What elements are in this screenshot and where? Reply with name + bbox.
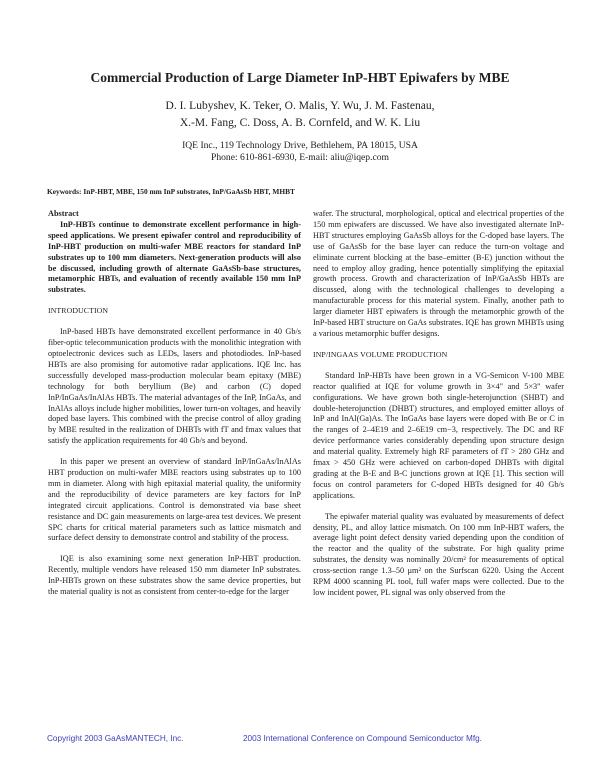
paragraph: IQE is also examining some next generation InP-HBT production. Recently, multiple vendors have released 150 mm diameter InP substrates. InP-HBTs grown on these substrates show the same device properties, but the material quality is not as consistent from center-to-edge for the larger	[48, 554, 301, 597]
keywords: Keywords: InP-HBT, MBE, 150 mm InP substrates, InP/GaAsSb HBT, MHBT	[47, 187, 295, 196]
affiliation-address: IQE Inc., 119 Technology Drive, Bethlehem, PA 18015, USA	[182, 140, 418, 151]
paragraph: InP-based HBTs have demonstrated excellent performance in 40 Gb/s fiber-optic telecommunication products with the monolithic integration with optoelectronic devices such as LEDs, lasers and photodiodes. InP-based HBTs are also promising for automotive radar applications. IQE Inc. has successfully developed mass-production molecular beam epitaxy (MBE) technology for both beryllium (Be) and carbon (C) doped InP/InGaAs/InAlAs HBTs. The material advantages of the InP, InGaAs, and InAlAs alloys include higher mobilities, lower turn-on voltages, and heavily doped base layers. This combined with the precise control of alloy grading by MBE resulted in the realization of DHBTs with fT and fmax values that satisfy the application requirements for 40 Gb/s and beyond.	[48, 327, 301, 446]
footer-copyright: Copyright 2003 GaAsMANTECH, Inc.	[47, 734, 184, 743]
paper-title: Commercial Production of Large Diameter InP-HBT Epiwafers by MBE	[90, 70, 510, 85]
author-line: X.-M. Fang, C. Doss, A. B. Cornfeld, and W. K. Liu	[179, 117, 421, 129]
paragraph: The epiwafer material quality was evaluated by measurements of defect density, PL, and alloy lattice mismatch. On 100 mm InP-HBT wafers, the average light point defect density varied depending upon the condition of the reactor and the quality of the substrate. For high quality prime substrates, the density was nominally 20/cm² for measurements of optical cross-section range 1.3–50 μm² on the Surfscan 6220. Using the Accent RPM 4000 scanning PL tool, full wafer maps were collected. Due to the low incident power, PL signal was only observed from the	[313, 511, 564, 597]
paragraph: wafer. The structural, morphological, optical and electrical properties of the 150 mm epiwafers are discussed. We have also investigated alternate InP-HBT structures employing GaAsSb alloys for the C-doped base layers. The use of GaAsSb for the base layer can reduce the turn-on voltage and eliminate current blocking at the base–emitter (B-E) junction without the need to employ alloy grading, hence potentially simplifying the epitaxial growth process. Growth and characterization of InP/GaAsSb HBTs are discussed, along with the technological challenges to developing a manufacturable process for this material system. Finally, another path to larger diameter HBT epiwafers is through the metamorphic growth of the InP-based HBT structure on GaAs substrates. IQE has grown MHBTs using a various metamorphic buffer designs.	[313, 209, 564, 338]
right-column	[313, 209, 564, 599]
author-line: D. I. Lubyshev, K. Teker, O. Malis, Y. Wu, J. M. Fastenau,	[165, 100, 435, 112]
left-column	[48, 209, 301, 598]
author-list	[0, 98, 600, 132]
abstract-label: Abstract	[48, 209, 79, 218]
affiliation	[0, 140, 600, 164]
paragraph: Standard InP-HBTs have been grown in a VG-Semicon V-100 MBE reactor qualified at IQE for volume growth in 3×4" and 5×3" wafer configurations. We have grown both single-heterojunction (SHBT) and double-heterojunction (DHBT) structures, and employed emitter alloys of InP and InAl(Ga)As. The InGaAs base layers were doped with Be or C in the ranges of 2–4E19 and 2–6E19 cm−3, respectively. The DC and RF device performance varies considerably depending upon structure design and material quality. Extremely high RF parameters of fT > 280 GHz and fmax > 450 GHz were achieved on carbon-doped DHBTs with digital grading at the B-E and B-C junctions grown at IQE [1]. This section will focus on control parameters for C-doped HBTs designed for 40 Gb/s applications.	[313, 370, 564, 500]
paragraph: In this paper we present an overview of standard InP/InGaAs/InAlAs HBT production on multi-wafer MBE reactors using substrates up to 100 mm in diameter. Along with high epitaxial material quality, the uniformity and the reproducibility of device parameters are key factors for InP integrated circuit applications. Control is demonstrated via base sheet resistance and DC gain measurements on large-area test devices. We present SPC charts for critical material parameters such as lattice mismatch and surface defect density to demonstrate control and stability of the process.	[48, 457, 301, 543]
section-heading-introduction: INTRODUCTION	[48, 306, 109, 316]
footer-conference: 2003 International Conference on Compound Semiconductor Mfg.	[243, 734, 482, 743]
abstract-text: InP-HBTs continue to demonstrate excellent performance in high-speed applications. We present epiwafer control and reproducibility of InP-HBT production on multi-wafer MBE reactors for standard InP substrates up to 100 mm diameters. Next-generation products will also be discussed, including growth of alternate GaAsSb-base structures, metamorphic HBTs, and evaluation of recently available 150 mm InP substrates.	[48, 219, 301, 295]
section-heading-volume-production: INP/INGAAS VOLUME PRODUCTION	[313, 349, 448, 359]
affiliation-contact: Phone: 610-861-6930, E-mail: aliu@iqep.com	[210, 152, 390, 163]
